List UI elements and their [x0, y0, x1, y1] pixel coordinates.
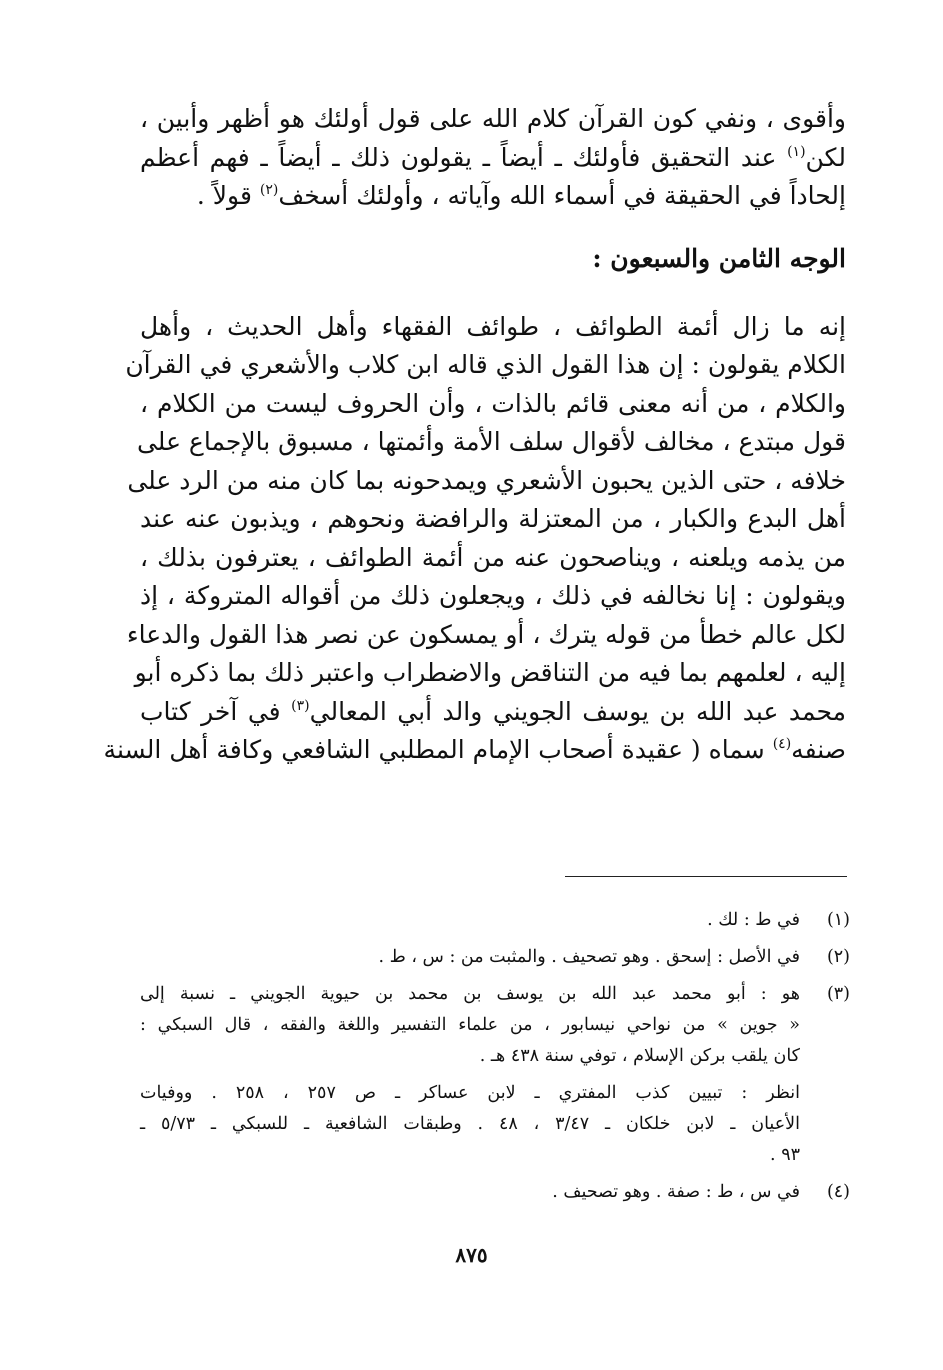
- text-line: [140, 177, 846, 216]
- text-line: إنه ما زال أئمة الطوائف ، طوائف الفقهاء وأهل الحديث ، وأهل: [140, 311, 846, 341]
- footnote-line: الأعيان ـ لابن خلكان ـ ٣/٤٧ ، ٤٨ . وطبقات الشافعية ـ للسبكي ـ ٥/٧٣ ـ: [140, 1114, 800, 1134]
- text-line: الكلام يقولون : إن هذا القول الذي قاله ابن كلاب والأشعري في القرآن: [125, 350, 846, 379]
- text-line: خلافه ، حتى الذين يحبون الأشعري ويمدحونه بما كان منه من الرد على: [127, 465, 846, 495]
- text-segment: لكن: [805, 142, 846, 172]
- footnote: [140, 1177, 850, 1208]
- footnote-marker: (١): [787, 143, 806, 160]
- footnote-line: كان يلقب بركن الإسلام ، توفي سنة ٤٣٨ هـ .: [479, 1046, 800, 1066]
- footnote-number: (٤): [826, 1182, 850, 1202]
- text-line: ويقولون : إنا نخالفه في ذلك ، ويجعلون ذلك من أقواله المتروكة ، إذ: [140, 581, 846, 610]
- text-line: لكل عالم خطأ من قوله يترك ، أو يمسكون عن نصر هذا القول والدعاء: [126, 619, 846, 649]
- footnote-text: [140, 905, 800, 936]
- text-segment: قولاً .: [196, 181, 260, 210]
- text-segment: صنفه: [791, 735, 846, 764]
- footnote-line: في ط : لك .: [707, 910, 800, 930]
- footnote: [140, 979, 850, 1171]
- footnote-marker: (٢): [259, 182, 279, 198]
- text-line: [140, 693, 846, 732]
- footnote-line: هو : أبو محمد عبد الله بن يوسف بن محمد بن حيوية الجويني ـ نسبة إلى: [140, 984, 800, 1004]
- footnote: [140, 905, 850, 936]
- footnote-text: [140, 942, 800, 973]
- footnote-separator: [565, 876, 847, 877]
- footnote-line: « جوين » من نواحي نيسابور ، من علماء التفسير واللغة والفقه ، قال السبكي :: [140, 1015, 800, 1035]
- footnote-line: في س ، ط : صفة . وهو تصحيف .: [552, 1182, 800, 1202]
- footnote-number: (٣): [826, 984, 850, 1004]
- text-line: من يذمه ويلعنه ، ويناصحون عنه من أئمة الطوائف ، يعترفون بذلك ،: [140, 542, 846, 572]
- footnote-marker: (٣): [291, 697, 310, 714]
- text-line: [103, 731, 846, 770]
- footnote-number: (١): [826, 910, 850, 930]
- text-line: وأقوى ، ونفي كون القرآن كلام الله على قول أولئك هو أظهر وأبين ،: [140, 104, 846, 133]
- footnote-text: [140, 979, 800, 1171]
- text-segment: إلحاداً في الحقيقة في أسماء الله وآياته ، وأولئك أسخف: [278, 181, 846, 210]
- footnote-number: (٢): [826, 947, 850, 967]
- text-line: [140, 139, 846, 178]
- footnote-line: في الأصل : إسحق . وهو تصحيف . والمثبت من : س ، ط .: [378, 947, 800, 967]
- paragraph-2: [103, 308, 847, 770]
- text-line: أهل البدع والكبار ، من المعتزلة والرافضة ونحوهم ، ويذبون عنه عند: [140, 504, 846, 533]
- footnote-line: انظر : تبيين كذب المفتري ـ لابن عساكر ـ ص ٢٥٧ ، ٢٥٨ . ووفيات: [140, 1083, 800, 1103]
- paragraph-1: [140, 100, 846, 216]
- text-segment: سماه ( عقيدة أصحاب الإمام المطلبي الشافعي وكافة أهل السنة: [103, 735, 773, 764]
- footnote-line: ٩٣ .: [770, 1145, 800, 1165]
- section-heading: الوجه الثامن والسبعون :: [592, 243, 846, 273]
- footnote-text: [140, 1177, 800, 1208]
- text-line: إليه ، لعلمهم بما فيه من التناقض والاضطراب واعتبر ذلك بما ذكره أبو: [134, 658, 846, 687]
- text-segment: في آخر كتاب: [140, 696, 292, 726]
- footnote-marker: (٤): [772, 736, 792, 752]
- page-number: ٨٧٥: [455, 1243, 488, 1267]
- text-segment: عند التحقيق فأولئك ـ أيضاً ـ يقولون ذلك ـ أيضاً ـ فهم أعظم: [140, 142, 788, 172]
- text-line: والكلام ، من أنه معنى قائم بالذات ، وأن الحروف ليست من الكلام ،: [140, 388, 846, 418]
- main-text: [103, 100, 847, 770]
- text-line: قول مبتدع ، مخالف لأقوال سلف الأمة وأئمتها ، مسبوق بالإجماع على: [136, 427, 846, 456]
- footnote: [140, 942, 850, 973]
- footnotes: [140, 905, 850, 1208]
- text-segment: محمد عبد الله بن يوسف الجويني والد أبي المعالي: [309, 696, 847, 726]
